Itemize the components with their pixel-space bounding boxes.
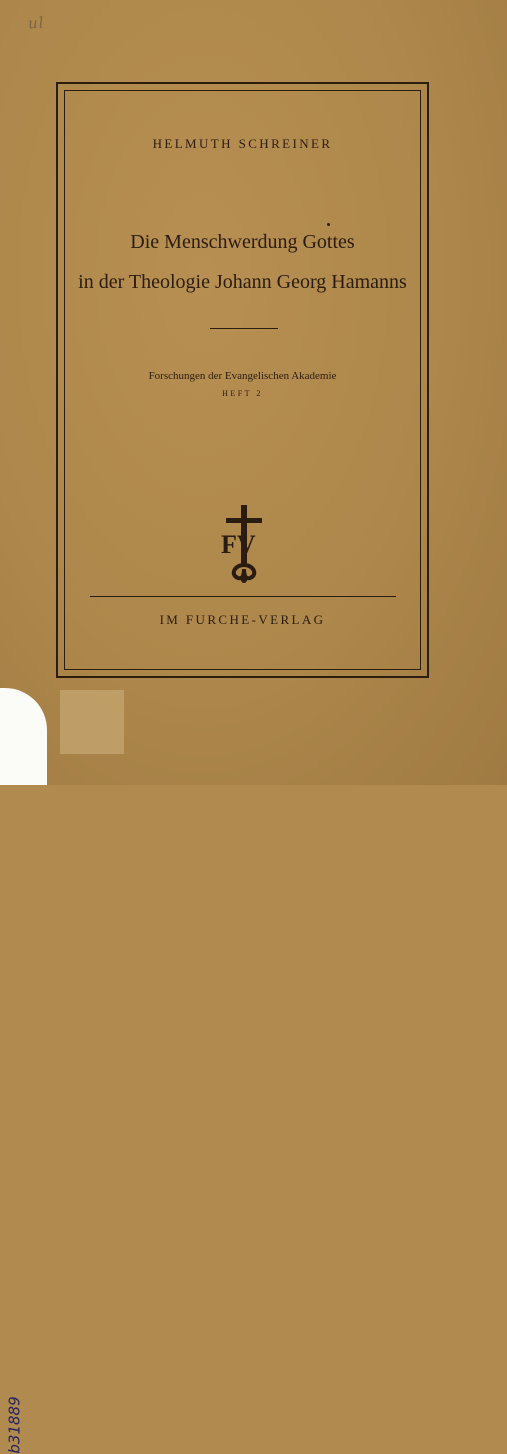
library-label <box>0 688 47 1454</box>
ink-dot <box>327 223 330 226</box>
library-number: b31889 <box>5 1396 24 1454</box>
issue-number: HEFT 2 <box>222 389 263 398</box>
publisher-divider <box>90 596 396 597</box>
title-line-2: in der Theologie Johann Georg Hamanns <box>78 271 407 293</box>
publisher-name: IM FURCHE-VERLAG <box>159 612 326 627</box>
pencil-mark: ul <box>27 13 46 33</box>
author-name: HELMUTH SCHREINER <box>152 136 333 151</box>
series-name: Forschungen der Evangelischen Akademie <box>148 370 337 382</box>
title-divider <box>210 328 278 329</box>
label-residue <box>60 690 124 754</box>
logo-letters: FV <box>221 530 256 559</box>
publisher-cross-logo-icon <box>218 505 270 583</box>
title-line-1: Die Menschwerdung Gottes <box>130 231 355 253</box>
